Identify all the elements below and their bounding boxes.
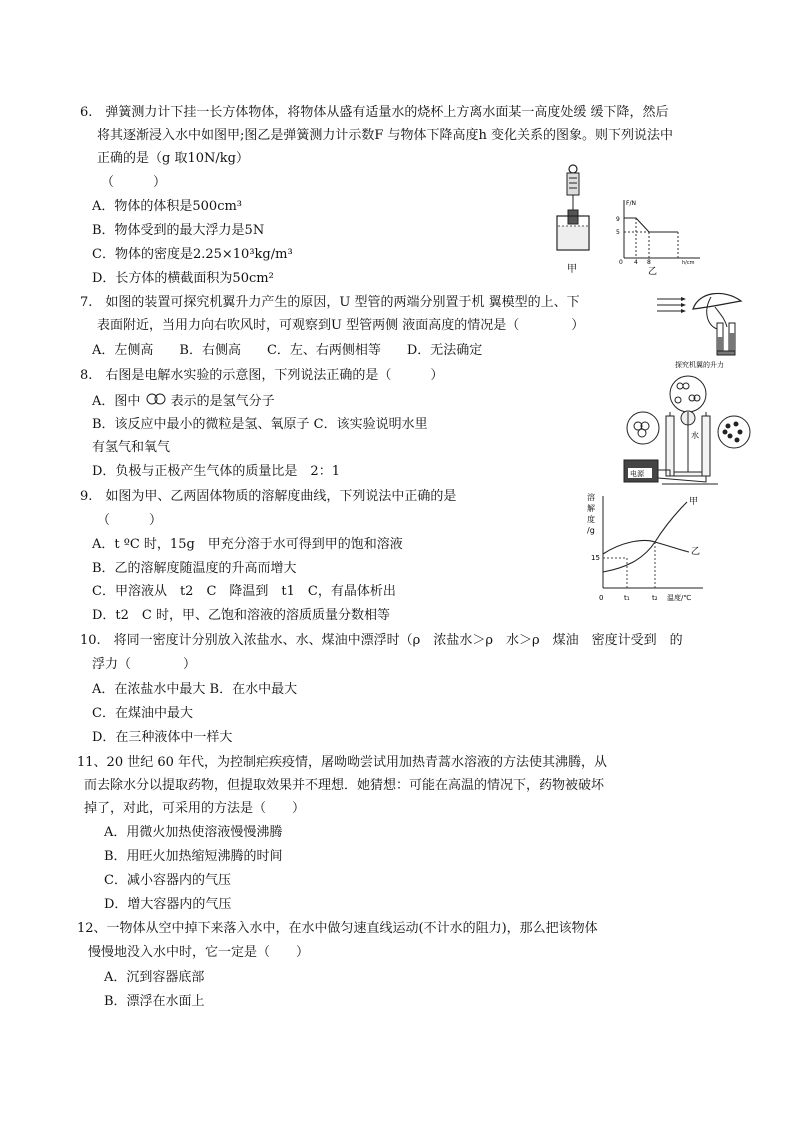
q9-ylabel-char-4: /g — [587, 526, 595, 535]
q6-graph-xtick-8: 8 — [647, 259, 651, 266]
q11-stem-line1: 11、20 世纪 60 年代，为控制疟疾疫情，屠呦呦尝试用加热青蒿水溶液的方法使其沸腾，从 — [77, 755, 608, 770]
q7-options: A．左侧高 B．右侧高 C．左、右两侧相等 D．无法确定 — [92, 343, 483, 358]
q8-option-a — [92, 392, 275, 411]
q11-option-c: C．减小容器内的气压 — [104, 873, 231, 888]
q9-xtick-t1: t₁ — [624, 594, 630, 602]
q9-ytick-15: 15 — [591, 554, 600, 562]
q12-stem-line2: 慢慢地没入水中时，它一定是（ ） — [88, 945, 310, 960]
q8-option-a-post: 表示的是氢气分子 — [170, 394, 275, 409]
q6-option-a: A．物体的体积是500cm³ — [92, 199, 243, 214]
q6-graph-ytick-5: 5 — [616, 229, 620, 236]
q8-label-power: 电源 — [630, 470, 644, 478]
q6-figure-jia — [545, 160, 600, 278]
q9-option-a: A．t ºC 时，15g 甲充分溶于水可得到甲的饱和溶液 — [92, 537, 403, 552]
q6-stem-line1: 6. 弹簧测力计下挂一长方体物体，将物体从盛有适量水的烧杯上方离水面某一高度处缓 缓下降，然后 — [80, 105, 669, 120]
q9-ylabel-char-1: 溶 — [587, 493, 595, 502]
q8-figure-electrolysis — [622, 372, 754, 492]
q9-option-d: D．t2 C 时，甲、乙饱和溶液的溶质质量分数相等 — [92, 608, 390, 623]
q6-graph-xlabel: h/cm — [682, 260, 695, 266]
q6-option-b: B．物体受到的最大浮力是5N — [92, 223, 265, 238]
q9-ylabel-char-3: 度 — [587, 515, 595, 524]
q6-option-c: C．物体的密度是2.25×10³kg/m³ — [92, 247, 293, 262]
q12-stem-line1: 12、一物体从空中掉下来落入水中，在水中做匀速直线运动(不计水的阻力)，那么把该物体 — [77, 921, 598, 936]
q8-option-b-cont: 有氢气和氧气 — [92, 440, 171, 455]
q9-xlabel: 温度/℃ — [667, 594, 692, 602]
q9-option-c: C．甲溶液从 t2 C 降温到 t1 C，有晶体析出 — [92, 584, 396, 599]
q9-option-b: B．乙的溶解度随温度的升高而增大 — [92, 561, 297, 576]
q10-option-c: C．在煤油中最大 — [92, 706, 193, 721]
q7-figure-wing — [655, 285, 747, 371]
q11-stem-line2: 而去除水分以提取药物，但提取效果并不理想．她猜想：可能在高温的情况下，药物被破坏 — [84, 778, 605, 793]
hydrogen-molecule-icon — [145, 392, 167, 406]
q8-option-d: D．负极与正极产生气体的质量比是 2：1 — [92, 464, 340, 479]
q8-stem: 8. 右图是电解水实验的示意图，下列说法正确的是（ ） — [80, 368, 444, 383]
q10-stem-line2: 浮力（ ） — [92, 657, 197, 672]
q11-option-a: A．用微火加热使溶液慢慢沸腾 — [104, 825, 283, 840]
q6-stem-line3: 正确的是（g 取10N/kg） — [97, 151, 249, 166]
q9-ylabel-char-2: 解 — [587, 504, 595, 513]
q6-label-yi: 乙 — [648, 267, 658, 276]
q7-stem-line2: 表面附近，当用力向右吹风时，可观察到U 型管两侧 液面高度的情况是（ ） — [97, 318, 585, 333]
q9-curve-jia-label: 甲 — [689, 497, 699, 507]
q6-stem-line2: 将其逐渐浸入水中如图甲;图乙是弹簧测力计示数F 与物体下降高度h 变化关系的图象。则下列说法中 — [97, 128, 674, 143]
q6-option-d: D．长方体的横截面积为50cm² — [92, 271, 274, 286]
q11-stem-line3: 掉了，对此，可采用的方法是（ ） — [84, 801, 306, 816]
q12-option-b: B．漂浮在水面上 — [104, 994, 205, 1009]
q9-origin: 0 — [599, 594, 604, 602]
q6-figure-yi — [612, 196, 704, 276]
q10-option-ab: A．在浓盐水中最大 B．在水中最大 — [92, 682, 298, 697]
q6-answer-paren: （ ） — [101, 175, 167, 190]
q10-option-d: D．在三种液体中一样大 — [92, 730, 233, 745]
q8-label-water: 水 — [691, 431, 699, 440]
q9-figure-solubility — [585, 490, 715, 605]
q6-graph-ytick-9: 9 — [616, 216, 620, 223]
q9-xtick-t2: t₂ — [652, 594, 658, 602]
q10-stem-line1: 10. 将同一密度计分别放入浓盐水、水、煤油中漂浮时（ρ 浓盐水＞ρ 水＞ρ 煤油 密度计受到 的 — [80, 633, 683, 648]
q8-option-b: B．该反应中最小的微粒是氢、氧原子 C．该实验说明水里 — [92, 417, 428, 432]
q12-option-a: A．沉到容器底部 — [104, 970, 205, 985]
q7-stem-line1: 7. 如图的装置可探究机翼升力产生的原因，U 型管的两端分别置于机 翼模型的上、下 — [80, 295, 580, 310]
q9-stem: 9. 如图为甲、乙两固体物质的溶解度曲线，下列说法中正确的是 — [80, 489, 457, 504]
q11-option-d: D．增大容器内的气压 — [104, 897, 232, 912]
q6-label-jia: 甲 — [567, 264, 577, 275]
q6-graph-ylabel: F/N — [626, 200, 636, 207]
q9-answer-paren: （ ） — [97, 513, 163, 528]
q6-graph-xtick-0: 0 — [619, 259, 623, 266]
q8-option-a-pre: A．图中 — [92, 394, 141, 409]
q11-option-b: B．用旺火加热缩短沸腾的时间 — [104, 849, 283, 864]
q9-curve-yi-label: 乙 — [691, 547, 701, 557]
q7-figure-caption: 探究机翼的升力 — [675, 361, 724, 369]
q6-graph-xtick-4: 4 — [634, 259, 638, 266]
